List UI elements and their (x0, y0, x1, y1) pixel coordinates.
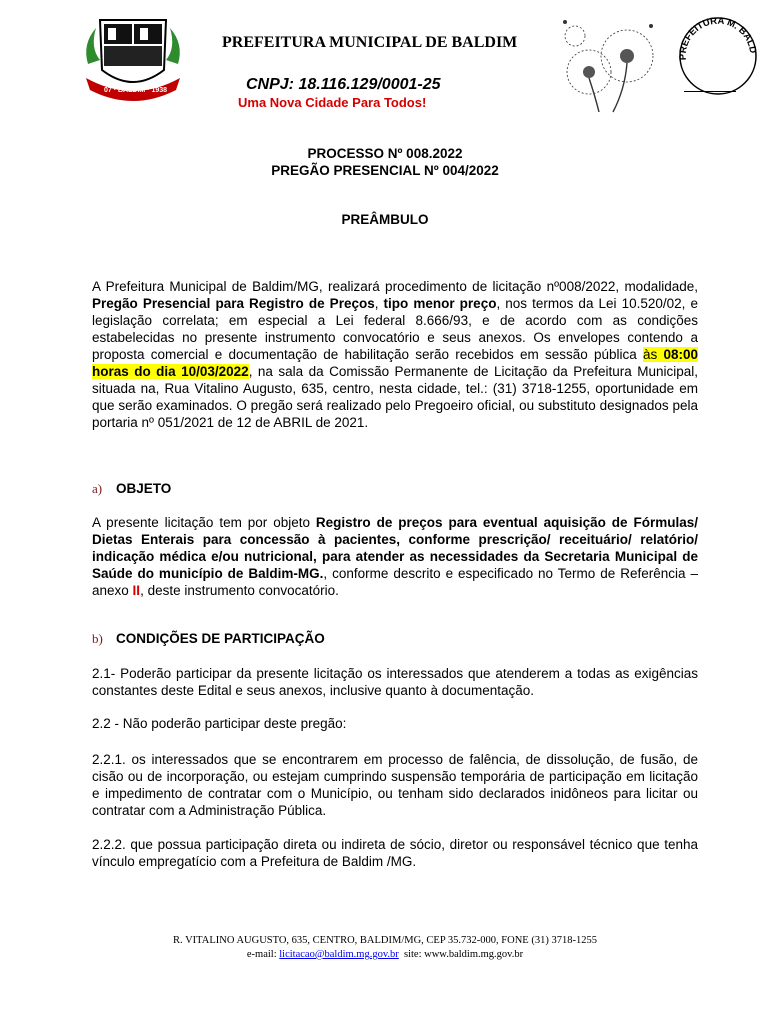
svg-text:PREFEITURA M. BALDIM: PREFEITURA M. BALD (677, 15, 759, 61)
dandelion-illustration (555, 14, 665, 114)
municipal-crest-logo (78, 14, 188, 104)
slogan-text: Uma Nova Cidade Para Todos! (238, 95, 427, 110)
footer-address: R. VITALINO AUGUSTO, 635, CENTRO, BALDIM/MG, CEP 35.732-000, FONE (31) 3718-1255 (173, 935, 597, 946)
objeto-paragraph: A presente licitação tem por objeto Registro de preços para eventual aquisição de Fórmulas/ Dietas Enterais para concessão à pacientes, conforme prescrição/ receituário/ relatório/ indicação médica e/ou nutricional, para atender as necessidades da Secretaria Municipal de Saúde do município de Baldim-MG., conforme descrito e especificado no Termo de Referência – anexo II, deste instrumento convocatório. (92, 515, 698, 598)
pregao-heading: PREGÃO PRESENCIAL Nº 004/2022 (271, 163, 499, 178)
item-2-2-2: 2.2.2. que possua participação direta ou indireta de sócio, diretor ou responsável técnico que tenha vínculo empregatício com a Prefeitura de Baldim /MG. (92, 837, 698, 869)
stamp-divider (684, 91, 736, 92)
preamble-paragraph: A Prefeitura Municipal de Baldim/MG, realizará procedimento de licitação nº008/2022, modalidade, Pregão Presencial para Registro de Preços, tipo menor preço, nos termos da Lei 10.520/02, e legislação correlata; em especial a Lei federal 8.666/93, e de acordo com as condições estabelecidas no presente instrumento convocatório e seus anexos. Os envelopes contendo a proposta comercial e documentação de habilitação serão recebidos em sessão pública às 08:00 horas do dia 10/03/2022, na sala da Comissão Permanente de Licitação da Prefeitura Municipal, situada na, Rua Vitalino Augusto, 635, centro, nesta cidade, tel.: (31) 3718-1255, oportunidade em que serão examinados. O pregão será realizado pelo Pregoeiro oficial, ou substituto designados pela portaria nº 051/2021 de 12 de ABRIL de 2021. (92, 279, 698, 430)
footer-site: site: www.baldim.mg.gov.br (398, 949, 524, 960)
prefeitura-title: PREFEITURA MUNICIPAL DE BALDIM (222, 34, 518, 51)
cnpj-text: CNPJ: 18.116.129/0001-25 (246, 76, 441, 93)
preambulo-heading: PREÂMBULO (341, 212, 429, 227)
item-2-2: 2.2 - Não poderão participar deste pregão: (92, 716, 347, 731)
footer-email-label: e-mail: (246, 949, 280, 960)
section-participacao-heading: b) CONDIÇÕES DE PARTICIPAÇÃO (92, 631, 325, 646)
svg-text:07 · BALDIM · 1938: 07 · BALDIM · 1938 (104, 87, 168, 94)
footer (0, 934, 770, 962)
item-2-1: 2.1- Poderão participar da presente licitação os interessados que atenderem a todas as exigências constantes deste Edital e seus anexos, inclusive quanto à documentação. (92, 666, 698, 698)
processo-heading: PROCESSO Nº 008.2022 (307, 146, 463, 161)
item-2-2-1: 2.2.1. os interessados que se encontrarem em processo de falência, de dissolução, de fusão, de cisão ou de incorporação, ou estejam cumprindo suspensão temporária de participação em licitação e impedimento de contratar com o Município, ou tenham sido declarados inidôneos para licitar ou contratar com a Administração Pública. (92, 752, 698, 818)
section-objeto-heading: a) OBJETO (92, 481, 172, 496)
prefeitura-stamp (672, 8, 762, 98)
footer-email-link[interactable]: licitacao@baldim.mg.gov.br (279, 949, 399, 960)
session-date-highlight: 08:00 horas do dia 10/03/2022 (92, 347, 698, 379)
